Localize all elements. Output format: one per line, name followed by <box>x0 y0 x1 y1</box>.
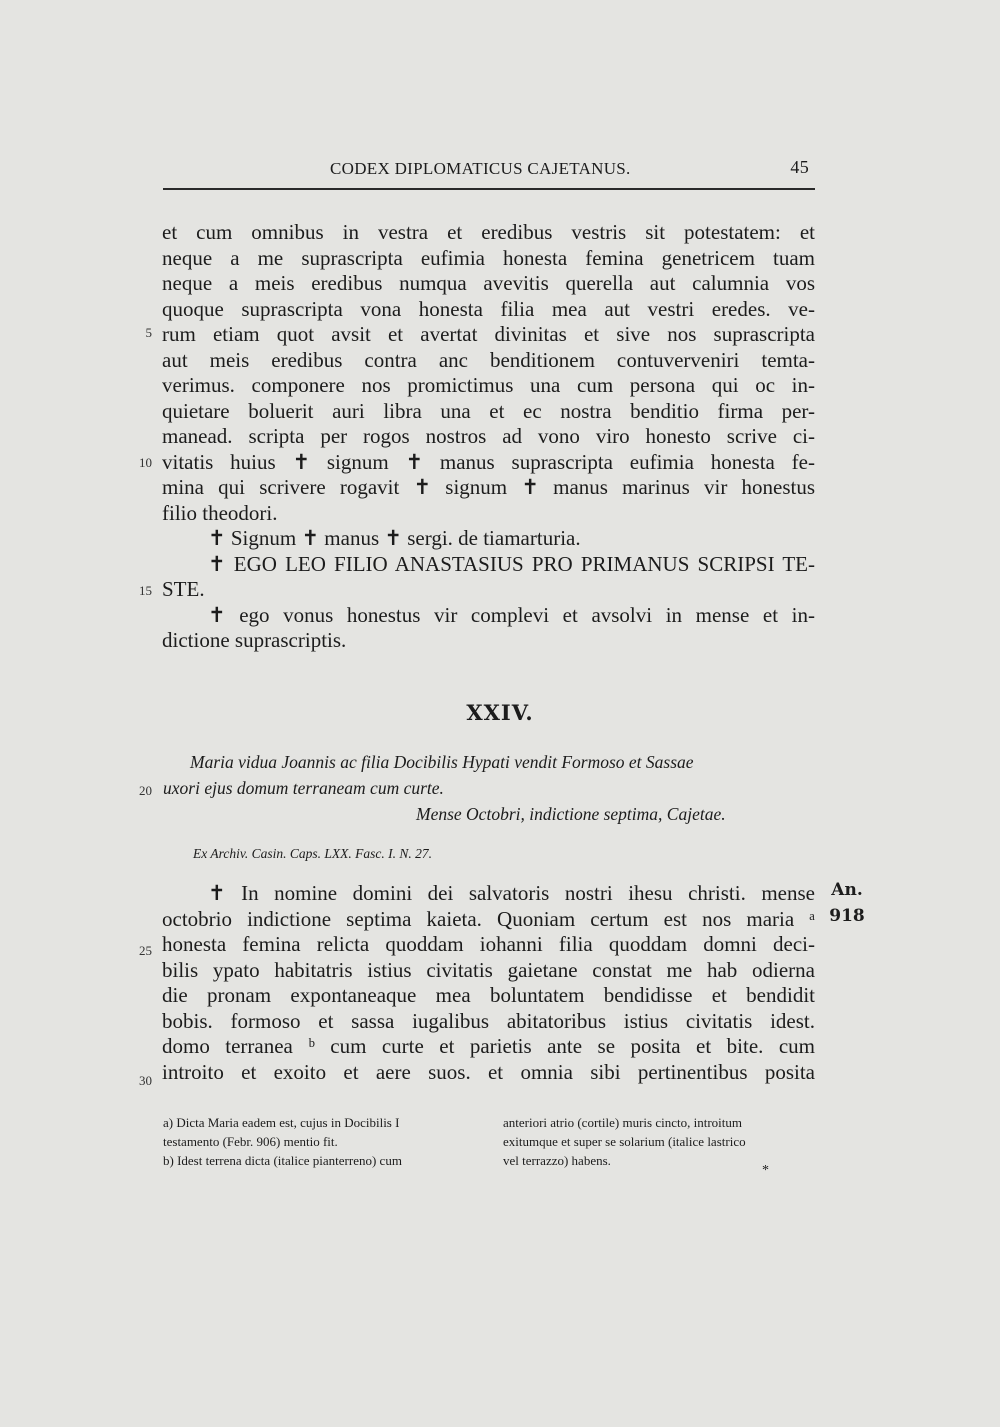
text-line: vitatis huius ✝ signum ✝ manus suprascripta eufimia honesta fe- <box>162 449 815 474</box>
text-line: neque a me suprascripta eufimia honesta femina genetricem tuam <box>162 245 815 270</box>
signature-line: dictione suprascriptis. <box>162 628 347 652</box>
archive-source: Ex Archiv. Casin. Caps. LXX. Fasc. I. N. 27. <box>193 846 432 861</box>
text-line: introito et exoito et aere suos. et omnia sibi pertinentibus posita <box>162 1059 815 1084</box>
text-line: die pronam expontaneaque mea boluntatem bendidisse et bendidit <box>162 983 815 1007</box>
running-header <box>163 155 815 183</box>
footnote-line: b) Idest terrena dicta (italice pianterreno) cum <box>163 1153 402 1168</box>
signature-line: STE. <box>162 577 205 601</box>
text-line: bilis ypato habitatris istius civitatis gaietane constat me hab odierna <box>162 957 815 982</box>
margin-year: 918 <box>829 906 865 926</box>
header-rule <box>163 188 815 190</box>
header-title: CODEX DIPLOMATICUS CAJETANUS. <box>330 159 631 178</box>
line-number: 25 <box>139 943 152 958</box>
text-line: bobis. formoso et sassa iugalibus abitatoribus istius civitatis idest. <box>162 1008 815 1033</box>
signature-line: ✝ ego vonus honestus vir complevi et avsolvi in mense et in- <box>208 602 815 627</box>
line-number: 30 <box>139 1073 152 1088</box>
page-number: 45 <box>790 157 809 177</box>
document-number: XXIV. <box>466 700 534 725</box>
footnote-line: anteriori atrio (cortile) muris cincto, introitum <box>503 1115 742 1130</box>
signature-line: ✝ EGO LEO FILIO ANASTASIUS PRO PRIMANUS SCRIPSI TE- <box>208 551 815 576</box>
footnote-line: a) Dicta Maria eadem est, cujus in Docibilis I <box>163 1115 400 1130</box>
text-line: octobrio indictione septima kaieta. Quoniam certum est nos maria ᵃ <box>162 906 815 931</box>
text-line: domo terranea ᵇ cum curte et parietis ante se posita et bite. cum <box>162 1034 815 1058</box>
summary-line: uxori ejus domum terraneam cum curte. <box>163 778 444 798</box>
text-line: manead. scripta per rogos nostros ad vono viro honesto scrive ci- <box>162 424 815 448</box>
text-line: verimus. componere nos promictimus una cum persona qui oc in- <box>162 373 815 397</box>
text-line: ✝ In nomine domini dei salvatoris nostri ihesu christi. mense <box>208 881 815 905</box>
line-number: 15 <box>139 583 152 598</box>
text-line: honesta femina relicta quoddam iohanni filia quoddam domni deci- <box>162 932 815 956</box>
line-number: 10 <box>139 455 152 470</box>
summary-date: Mense Octobri, indictione septima, Cajetae. <box>416 804 726 824</box>
text-line: mina qui scrivere rogavit ✝ signum ✝ manus marinus vir honestus <box>162 475 815 499</box>
text-line: rum etiam quot avsit et avertat divinitas et sive nos suprascripta <box>162 322 815 346</box>
text-line: neque a meis eredibus numqua avevitis querella aut calumnia vos <box>162 271 815 295</box>
footnote-line: testamento (Febr. 906) mentio fit. <box>163 1134 338 1149</box>
end-asterisk: * <box>762 1163 769 1178</box>
footnote-line: exitumque et super se solarium (italice lastrico <box>503 1134 746 1149</box>
line-number: 20 <box>139 783 152 798</box>
text-line: quietare boluerit auri libra una et ec nostra benditio firma per- <box>162 398 815 423</box>
text-line: aut meis eredibus contra anc benditionem contuverveniri temta- <box>162 347 815 372</box>
text-line: filio theodori. <box>162 500 278 525</box>
line-number: 5 <box>145 325 152 340</box>
text-line: quoque suprascripta vona honesta filia mea aut vestri eredes. ve- <box>162 296 815 321</box>
text-line: et cum omnibus in vestra et eredibus vestris sit potestatem: et <box>162 220 815 244</box>
footnote-line: vel terrazzo) habens. <box>503 1153 611 1168</box>
summary-line: Maria vidua Joannis ac filia Docibilis Hypati vendit Formoso et Sassae <box>190 752 694 772</box>
signature-line: ✝ Signum ✝ manus ✝ sergi. de tiamarturia. <box>208 526 581 550</box>
margin-year-label: An. <box>831 880 863 900</box>
